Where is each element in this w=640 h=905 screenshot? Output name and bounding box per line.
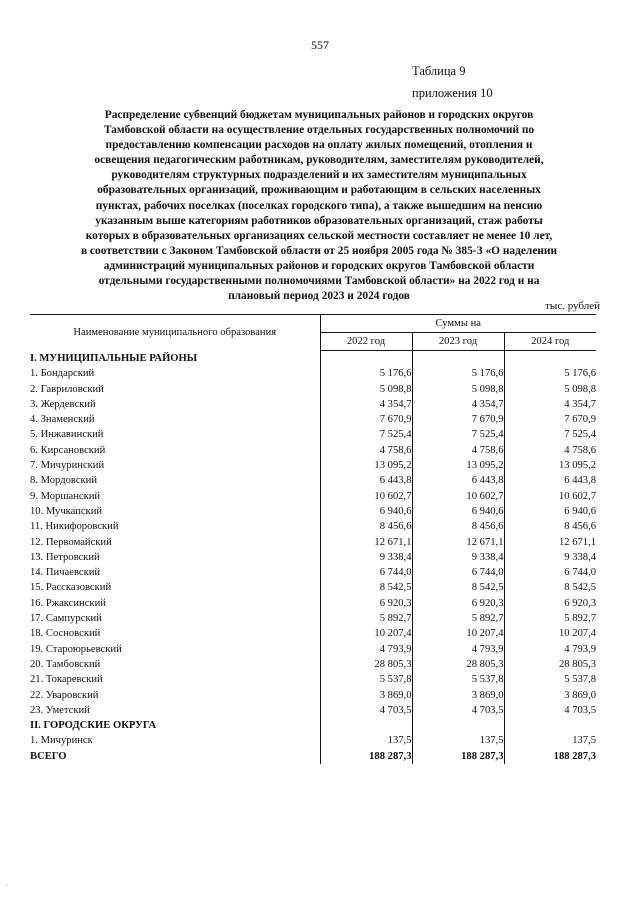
amount-2023: 5 537,8 xyxy=(412,672,504,687)
amount-2023: 13 095,2 xyxy=(412,458,504,473)
municipality-name: 17. Сампурский xyxy=(30,611,320,626)
amount-2023: 5 176,6 xyxy=(412,366,504,381)
municipality-name: 1. Мичуринск xyxy=(30,733,320,748)
amount-2023: 137,5 xyxy=(412,733,504,748)
title-line: плановый период 2023 и 2024 годов xyxy=(228,290,410,303)
title-line: в соответствии с Законом Тамбовской области от 25 ноября 2005 года № 385-З «О наделении xyxy=(80,244,558,257)
title-line: пунктах, рабочих поселках (поселках городского типа), а также вышедшим на пенсию xyxy=(95,199,543,212)
amount-2022: 7 525,4 xyxy=(320,427,412,442)
amount-2023: 12 671,1 xyxy=(412,535,504,550)
table-row xyxy=(30,443,596,458)
amount-2024: 10 207,4 xyxy=(558,628,597,640)
header-year-2024: 2024 год xyxy=(504,333,596,351)
amount-2023: 6 744,0 xyxy=(412,565,504,580)
amount-2024: 10 602,7 xyxy=(558,490,597,502)
amount-2022: 12 671,1 xyxy=(320,535,412,550)
amount-2022: 4 758,6 xyxy=(320,443,412,458)
title-line: отдельными государственными полномочиями Тамбовской области» на 2022 год и на xyxy=(98,275,540,288)
document-title xyxy=(28,108,610,304)
table-row xyxy=(30,596,596,611)
amount-2022: 3 869,0 xyxy=(320,688,412,703)
amount-2024: 4 354,7 xyxy=(564,398,597,410)
amount-2024: 137,5 xyxy=(572,735,597,747)
amount-2022: 4 703,5 xyxy=(320,703,412,718)
amount-2023: 6 940,6 xyxy=(412,504,504,519)
amount-2022 xyxy=(320,351,412,367)
amount-2023: 188 287,3 xyxy=(412,749,504,764)
table-row xyxy=(30,458,596,473)
title-line: предоставлению компенсации расходов на оплату жилых помещений, отопления и xyxy=(105,139,533,152)
margin-mark: . xyxy=(6,878,8,887)
amount-2024: 6 920,3 xyxy=(564,597,597,609)
title-line: Распределение субвенций бюджетам муниципальных районов и городских округов xyxy=(104,109,534,121)
amount-2024: 28 805,3 xyxy=(558,658,597,670)
amount-2023: 9 338,4 xyxy=(412,550,504,565)
municipality-name: 5. Инжавинский xyxy=(30,427,320,442)
amount-2022: 4 793,9 xyxy=(320,642,412,657)
municipality-name: II. ГОРОДСКИЕ ОКРУГА xyxy=(30,718,320,733)
table-row xyxy=(30,366,596,381)
municipality-name: 10. Мучкапский xyxy=(30,504,320,519)
amount-2023: 4 758,6 xyxy=(412,443,504,458)
amount-2022: 8 542,5 xyxy=(320,580,412,595)
amount-2023: 6 920,3 xyxy=(412,596,504,611)
municipality-name: 2. Гавриловский xyxy=(30,382,320,397)
municipality-name: 21. Токаревский xyxy=(30,672,320,687)
table-label: Таблица 9 xyxy=(412,64,466,78)
municipality-name: 7. Мичуринский xyxy=(30,458,320,473)
header-year-2023: 2023 год xyxy=(412,333,504,351)
amount-2022: 137,5 xyxy=(320,733,412,748)
amount-2023: 8 456,6 xyxy=(412,519,504,534)
municipality-name: 6. Кирсановский xyxy=(30,443,320,458)
amount-2022: 5 892,7 xyxy=(320,611,412,626)
municipality-name: 13. Петровский xyxy=(30,550,320,565)
total-row xyxy=(30,749,596,764)
appendix-label: приложения 10 xyxy=(412,86,493,100)
amount-2023: 7 525,4 xyxy=(412,427,504,442)
title-line: которых в образовательных организациях сельской местности составляет не менее 10 лет, xyxy=(85,229,553,242)
amount-2024: 7 670,9 xyxy=(564,414,597,426)
table-row xyxy=(30,657,596,672)
amount-2024: 12 671,1 xyxy=(558,536,597,548)
table-row xyxy=(30,427,596,442)
amount-2024 xyxy=(504,351,596,367)
amount-2022: 188 287,3 xyxy=(320,749,412,764)
title-line: освещения педагогическим работникам, руководителям, заместителям руководителей, xyxy=(94,154,544,167)
title-line: администраций муниципальных районов и городских округов Тамбовской области xyxy=(103,259,535,272)
title-line: руководителям структурных подразделений и их заместителям муниципальных xyxy=(111,169,527,182)
municipality-name: ВСЕГО xyxy=(30,749,320,764)
amount-2022: 28 805,3 xyxy=(320,657,412,672)
amount-2024: 8 542,5 xyxy=(564,582,597,594)
municipality-name: 19. Староюрьевский xyxy=(30,642,320,657)
municipality-name: I. МУНИЦИПАЛЬНЫЕ РАЙОНЫ xyxy=(30,351,320,367)
section-row xyxy=(30,718,596,733)
municipality-name: 20. Тамбовский xyxy=(30,657,320,672)
amount-2022: 6 443,8 xyxy=(320,473,412,488)
table-row xyxy=(30,519,596,534)
amount-2024: 6 443,8 xyxy=(564,475,597,487)
table-row xyxy=(30,672,596,687)
municipality-name: 22. Уваровский xyxy=(30,688,320,703)
amount-2024: 7 525,4 xyxy=(564,429,597,441)
municipality-name: 11. Никифоровский xyxy=(30,519,320,534)
municipality-name: 14. Пичаевский xyxy=(30,565,320,580)
table-row xyxy=(30,565,596,580)
municipality-name: 15. Рассказовский xyxy=(30,580,320,595)
amount-2022: 9 338,4 xyxy=(320,550,412,565)
amount-2024: 6 744,0 xyxy=(564,567,597,579)
table-row xyxy=(30,626,596,641)
subvention-table xyxy=(30,314,596,764)
amount-2024: 6 940,6 xyxy=(564,505,597,517)
amount-2023: 3 869,0 xyxy=(412,688,504,703)
amount-2024: 8 456,6 xyxy=(564,521,597,533)
amount-2023: 10 602,7 xyxy=(412,489,504,504)
units-label: тыс. рублей xyxy=(545,300,600,312)
page-number: 557 xyxy=(311,38,329,52)
amount-2023: 28 805,3 xyxy=(412,657,504,672)
amount-2023: 4 354,7 xyxy=(412,397,504,412)
municipality-name: 8. Мордовский xyxy=(30,473,320,488)
amount-2022: 7 670,9 xyxy=(320,412,412,427)
municipality-name: 23. Уметский xyxy=(30,703,320,718)
amount-2024: 13 095,2 xyxy=(558,460,597,472)
amount-2022: 13 095,2 xyxy=(320,458,412,473)
amount-2023: 8 542,5 xyxy=(412,580,504,595)
municipality-name: 12. Первомайский xyxy=(30,535,320,550)
municipality-name: 18. Сосновский xyxy=(30,626,320,641)
amount-2024 xyxy=(504,718,596,733)
amount-2022: 6 920,3 xyxy=(320,596,412,611)
table-row xyxy=(30,688,596,703)
municipality-name: 16. Ржаксинский xyxy=(30,596,320,611)
table-row xyxy=(30,703,596,718)
header-sums: Суммы на xyxy=(320,315,596,333)
table-row xyxy=(30,489,596,504)
municipality-name: 1. Бондарский xyxy=(30,366,320,381)
table-row xyxy=(30,642,596,657)
table-row xyxy=(30,412,596,427)
table-row xyxy=(30,580,596,595)
table-body xyxy=(30,351,596,765)
amount-2023: 6 443,8 xyxy=(412,473,504,488)
table-row xyxy=(30,733,596,748)
amount-2023: 7 670,9 xyxy=(412,412,504,427)
amount-2024: 3 869,0 xyxy=(564,689,597,701)
amount-2022: 10 602,7 xyxy=(320,489,412,504)
table-row xyxy=(30,550,596,565)
amount-2023: 5 098,8 xyxy=(412,382,504,397)
amount-2023 xyxy=(412,351,504,367)
table-row xyxy=(30,535,596,550)
table-row xyxy=(30,397,596,412)
municipality-name: 9. Моршанский xyxy=(30,489,320,504)
table-row xyxy=(30,382,596,397)
amount-2022: 4 354,7 xyxy=(320,397,412,412)
title-line: указанным выше категориям работников образовательных организаций, стаж работы xyxy=(95,214,543,227)
table-row xyxy=(30,473,596,488)
amount-2024: 188 287,3 xyxy=(553,750,597,762)
section-row xyxy=(30,351,596,367)
amount-2023: 4 793,9 xyxy=(412,642,504,657)
header-year-2022: 2022 год xyxy=(320,333,412,351)
amount-2024: 4 758,6 xyxy=(564,444,597,456)
amount-2024: 4 793,9 xyxy=(564,643,597,655)
amount-2023 xyxy=(412,718,504,733)
amount-2022 xyxy=(320,718,412,733)
amount-2024: 5 098,8 xyxy=(564,383,597,395)
amount-2022: 5 098,8 xyxy=(320,382,412,397)
amount-2024: 9 338,4 xyxy=(564,551,597,563)
table-row xyxy=(30,611,596,626)
amount-2022: 8 456,6 xyxy=(320,519,412,534)
amount-2022: 6 940,6 xyxy=(320,504,412,519)
title-line: образовательных организаций, проживающим и работающим в сельских населенных xyxy=(97,184,541,197)
municipality-name: 3. Жердевский xyxy=(30,397,320,412)
municipality-name: 4. Знаменский xyxy=(30,412,320,427)
header-name-column: Наименование муниципального образования xyxy=(30,315,320,351)
table-row xyxy=(30,504,596,519)
amount-2023: 5 892,7 xyxy=(412,611,504,626)
title-line: Тамбовской области на осуществление отдельных государственных полномочий по xyxy=(103,124,535,137)
amount-2024: 5 537,8 xyxy=(564,674,597,686)
amount-2024: 5 892,7 xyxy=(564,613,597,625)
amount-2024: 5 176,6 xyxy=(564,368,597,380)
amount-2022: 6 744,0 xyxy=(320,565,412,580)
amount-2023: 4 703,5 xyxy=(412,703,504,718)
amount-2022: 5 537,8 xyxy=(320,672,412,687)
amount-2023: 10 207,4 xyxy=(412,626,504,641)
amount-2022: 5 176,6 xyxy=(320,366,412,381)
amount-2022: 10 207,4 xyxy=(320,626,412,641)
amount-2024: 4 703,5 xyxy=(564,704,597,716)
